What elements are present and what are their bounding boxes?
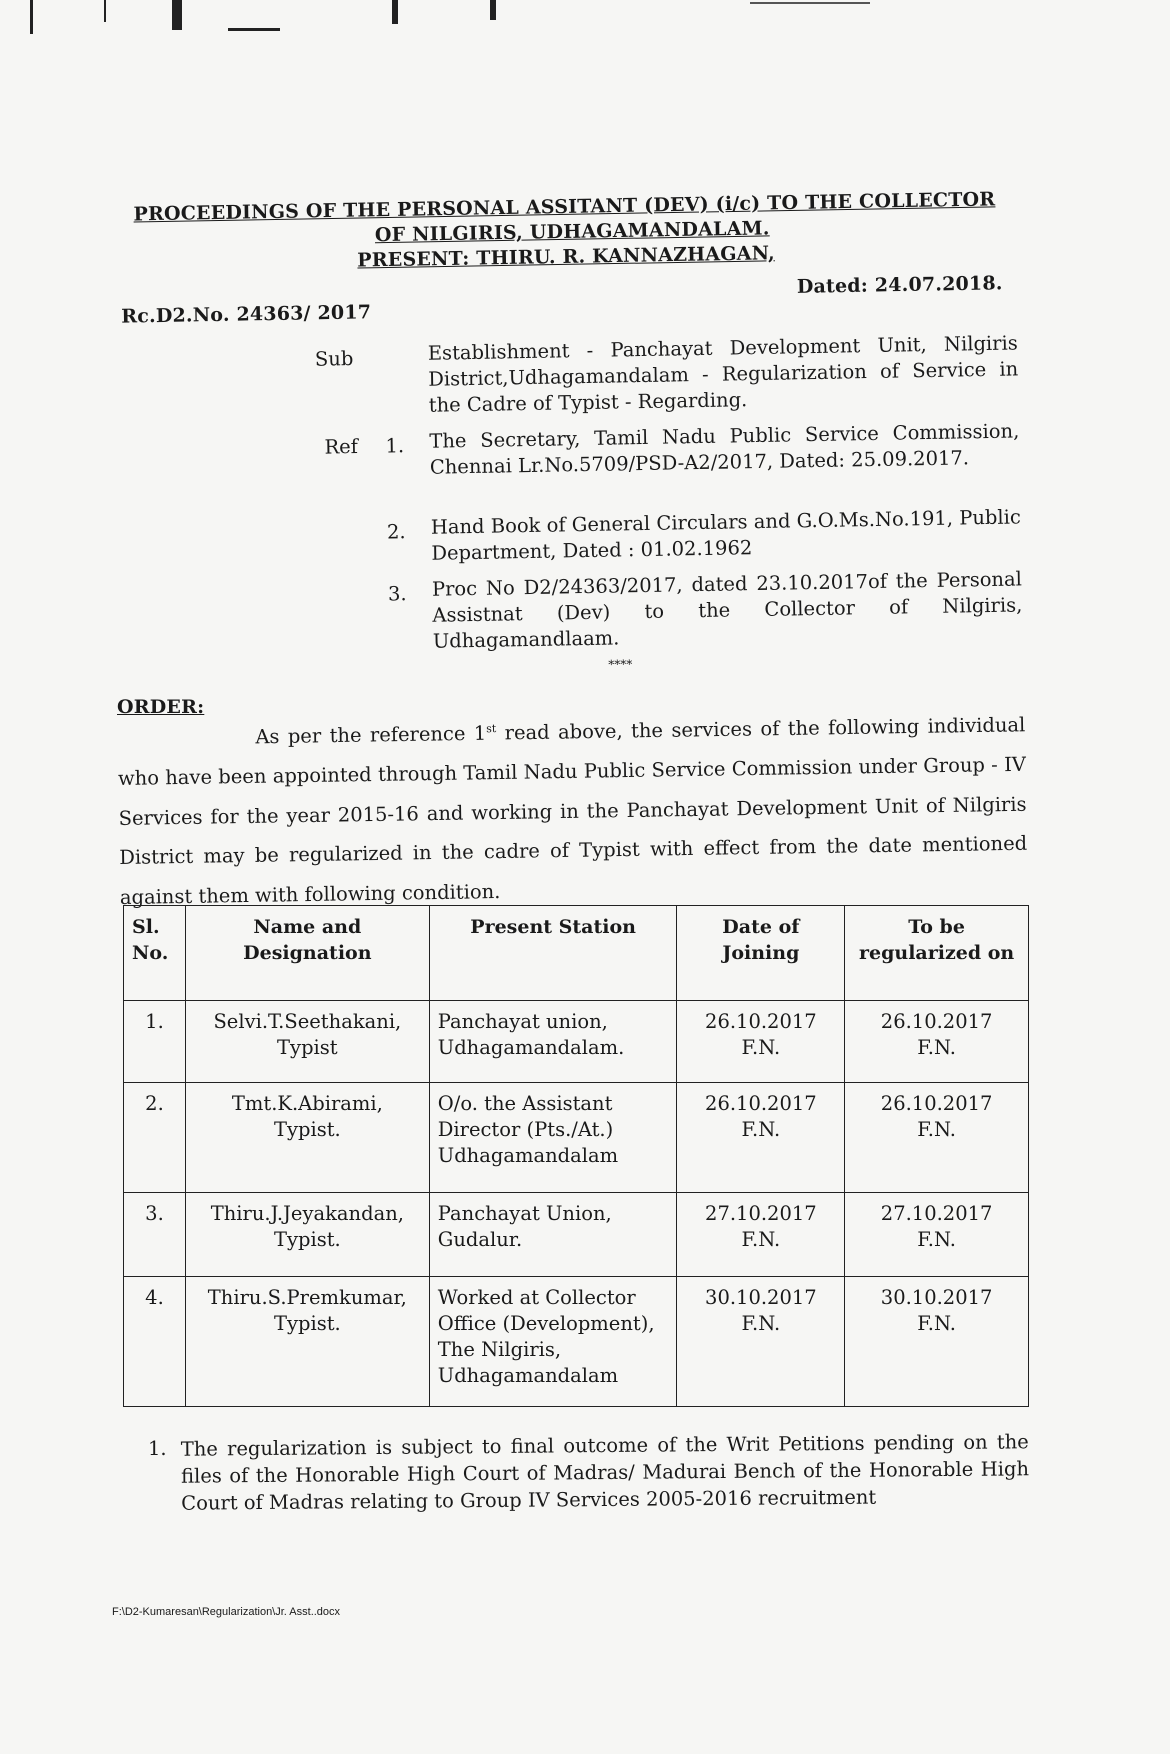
- reg-session: F.N.: [917, 1228, 956, 1251]
- present-station: Panchayat union, Udhagamandalam.: [437, 1010, 625, 1059]
- doj-session: F.N.: [741, 1228, 781, 1251]
- col-station: Present Station: [429, 906, 677, 1001]
- regularized-date: 26.10.2017: [880, 1092, 993, 1115]
- row-doj: [677, 1193, 845, 1277]
- row-regularized: [845, 1083, 1029, 1193]
- date-of-joining: 26.10.2017: [705, 1092, 817, 1115]
- row-name: [185, 1001, 429, 1083]
- sl-number: 3.: [145, 1202, 164, 1225]
- row-sl: [124, 1001, 186, 1083]
- row-sl: [124, 1193, 186, 1277]
- regularized-date: 27.10.2017: [880, 1202, 993, 1225]
- row-regularized: [845, 1193, 1029, 1277]
- present-station: O/o. the Assistant Director (Pts./At.) Udhagamandalam: [437, 1092, 619, 1167]
- date-of-joining: 30.10.2017: [705, 1286, 817, 1309]
- doj-session: F.N.: [741, 1118, 781, 1141]
- row-name: [185, 1277, 429, 1407]
- table-row: [124, 1193, 1029, 1277]
- row-station: [429, 1083, 677, 1193]
- header-line-3: PRESENT: THIRU. R. KANNAZHAGAN,: [357, 242, 775, 272]
- row-station: [429, 1001, 677, 1083]
- table-row: [124, 1083, 1029, 1193]
- row-regularized: [845, 1277, 1029, 1407]
- row-doj: [677, 1277, 845, 1407]
- ref-label: Ref: [324, 434, 359, 459]
- reg-session: F.N.: [917, 1312, 956, 1335]
- sl-number: 1.: [145, 1010, 164, 1033]
- ref-2-text: Hand Book of General Circulars and G.O.Ms.No.191, Public Department, Dated : 01.02.1962: [430, 505, 1021, 565]
- designation: Typist.: [273, 1312, 341, 1335]
- order-text-b: read above, the services of the following individual who have been appointed through Tamil Nadu Public Service Commission under Group - IV Services for the year 2015-16 and working in the Panchayat Development Unit of Nilgiris District may be regularized in the cadre of Typist with effect from the date mentioned against them with following condition.: [117, 713, 1028, 909]
- reg-session: F.N.: [917, 1036, 956, 1059]
- order-heading: ORDER:: [117, 696, 205, 718]
- row-sl: [124, 1277, 186, 1407]
- doj-session: F.N.: [741, 1312, 781, 1335]
- table-row: [124, 1001, 1029, 1083]
- designation: Typist.: [273, 1228, 341, 1251]
- row-regularized: [845, 1001, 1029, 1083]
- ref-3-text: Proc No D2/24363/2017, dated 23.10.2017of the Personal Assistnat (Dev) to the Collector of Nilgiris, Udhagamandlaam.: [431, 567, 1023, 653]
- employee-name: Thiru.J.Jeyakandan,: [210, 1202, 404, 1225]
- subject-text: Establishment - Panchayat Development Unit, Nilgiris District,Udhagamandalam - Regularization of Service in the Cadre of Typist - Regarding.: [427, 331, 1019, 417]
- row-doj: [677, 1001, 845, 1083]
- ref-1-num: 1.: [385, 434, 405, 458]
- designation: Typist: [277, 1036, 338, 1059]
- col-doj: Date of Joining: [677, 906, 845, 1001]
- employee-name: Tmt.K.Abirami,: [231, 1092, 383, 1115]
- header-line-1: PROCEEDINGS OF THE PERSONAL ASSITANT (DEV) (i/c) TO THE COLLECTOR: [133, 188, 996, 226]
- order-sup: st: [486, 722, 497, 736]
- separator: ****: [608, 657, 633, 672]
- ref-2-num: 2.: [386, 520, 406, 544]
- table-header-row: [124, 906, 1029, 1001]
- ref-3-num: 3.: [387, 582, 407, 606]
- row-station: [429, 1193, 677, 1277]
- row-sl: [124, 1083, 186, 1193]
- reference-number: Rc.D2.No. 24363/ 2017: [121, 301, 372, 328]
- regularized-date: 30.10.2017: [880, 1286, 993, 1309]
- footer-file-path: F:\D2-Kumaresan\Regularization\Jr. Asst..docx: [112, 1606, 341, 1618]
- present-station: Worked at Collector Office (Development), The Nilgiris, Udhagamandalam: [437, 1286, 655, 1387]
- header-line-2: OF NILGIRIS, UDHAGAMANDALAM.: [374, 217, 770, 247]
- condition-1-num: 1.: [148, 1437, 167, 1460]
- sl-number: 2.: [145, 1092, 164, 1115]
- present-station: Panchayat Union, Gudalur.: [437, 1202, 612, 1251]
- order-paragraph: [117, 701, 1028, 917]
- col-name: Name and Designation: [185, 906, 429, 1001]
- regularization-table: [123, 905, 1029, 1407]
- row-doj: [677, 1083, 845, 1193]
- sl-number: 4.: [145, 1286, 164, 1309]
- row-name: [185, 1083, 429, 1193]
- date-of-joining: 27.10.2017: [705, 1202, 817, 1225]
- row-name: [185, 1193, 429, 1277]
- condition-1-text: The regularization is subject to final outcome of the Writ Petitions pending on the files of the Honorable High Court of Madras/ Madurai Bench of the Honorable High Court of Madras relating to Group IV Services 2005-2016 recruitment: [180, 1430, 1030, 1515]
- employee-name: Thiru.S.Premkumar,: [207, 1286, 407, 1309]
- col-regularized: To be regularized on: [845, 906, 1029, 1001]
- row-station: [429, 1277, 677, 1407]
- order-text-a: As per the reference 1: [255, 721, 487, 749]
- scan-edge-marks: [0, 0, 1170, 40]
- subject-label: Sub: [314, 347, 354, 371]
- col-sl: Sl. No.: [124, 906, 186, 1001]
- designation: Typist.: [273, 1118, 341, 1141]
- ref-1-text: The Secretary, Tamil Nadu Public Service Commission, Chennai Lr.No.5709/PSD-A2/2017, Dated: 25.09.2017.: [429, 419, 1020, 479]
- table-row: [124, 1277, 1029, 1407]
- doj-session: F.N.: [741, 1036, 781, 1059]
- regularized-date: 26.10.2017: [880, 1010, 993, 1033]
- employee-name: Selvi.T.Seethakani,: [213, 1010, 402, 1033]
- reg-session: F.N.: [917, 1118, 956, 1141]
- dated: Dated: 24.07.2018.: [796, 272, 1003, 298]
- date-of-joining: 26.10.2017: [705, 1010, 817, 1033]
